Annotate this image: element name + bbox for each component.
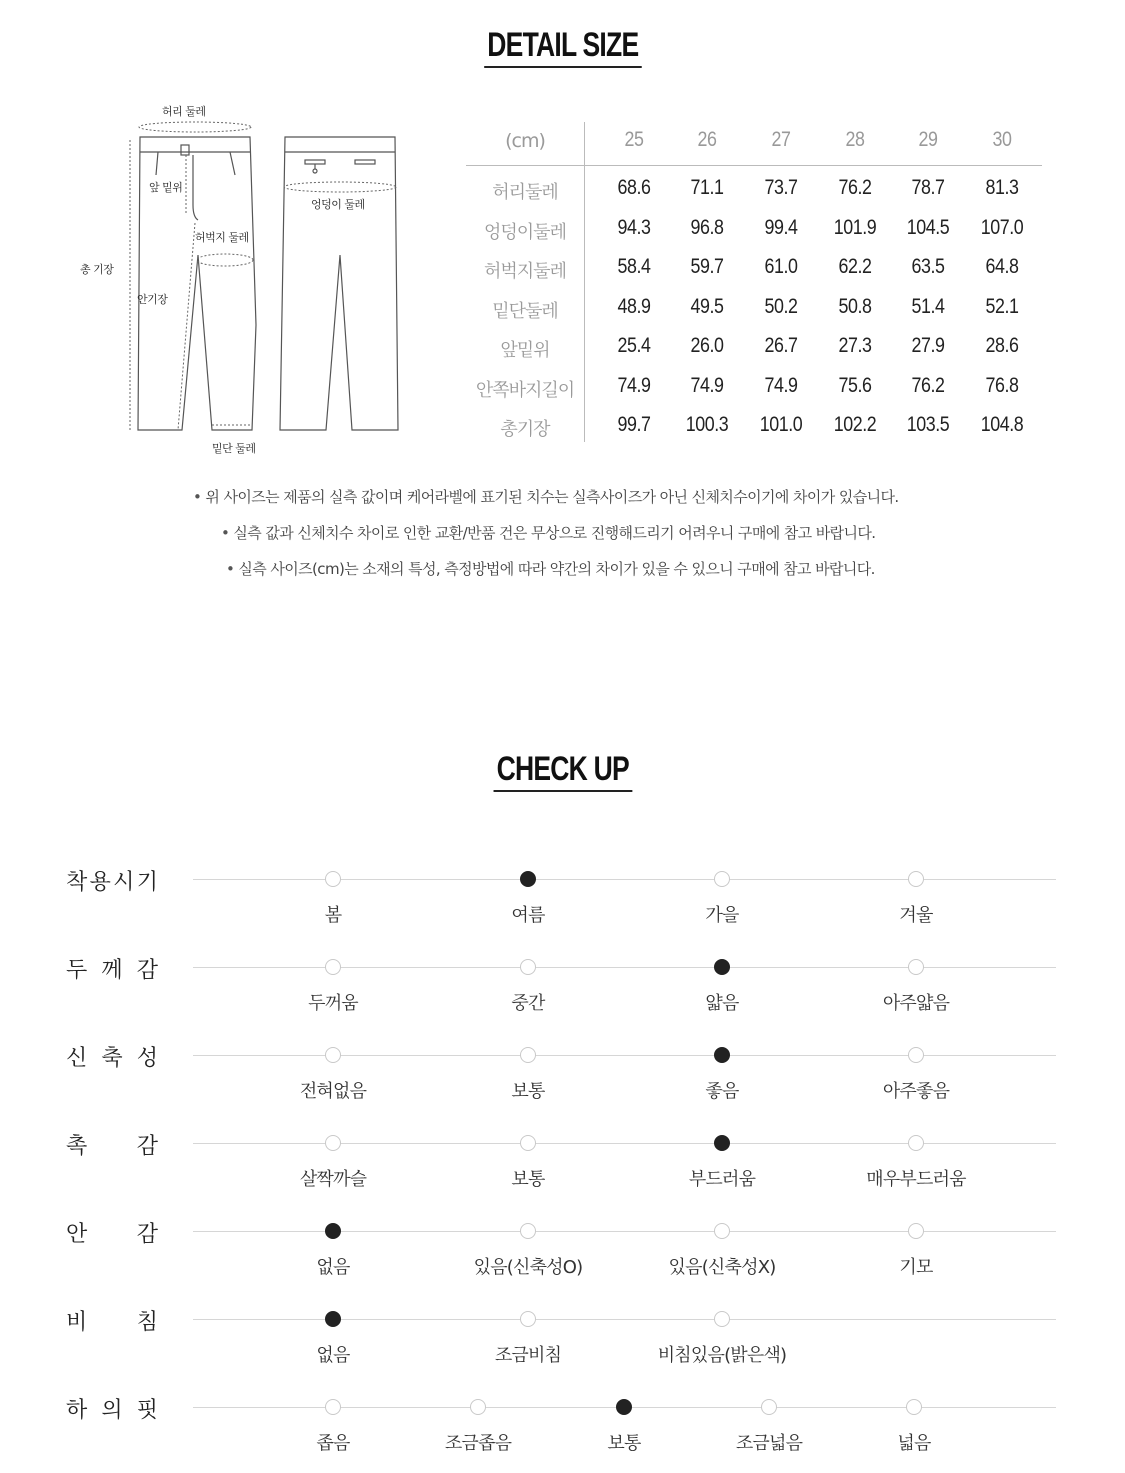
check-option-label: 보통 bbox=[511, 1081, 545, 1102]
row-label: 안쪽바지길이 bbox=[475, 379, 575, 401]
check-row-label-char: 성 bbox=[136, 1046, 158, 1071]
check-option-label: 좋음 bbox=[705, 1081, 739, 1102]
radio-dot[interactable] bbox=[714, 871, 730, 887]
check-option-label: 기모 bbox=[899, 1257, 933, 1278]
radio-dot[interactable] bbox=[908, 1047, 924, 1063]
check-up-title: CHECK UP bbox=[493, 750, 632, 792]
check-row-label-char: 감 bbox=[136, 958, 158, 983]
check-option-label: 아주얇음 bbox=[882, 993, 950, 1014]
row-label: 엉덩이둘레 bbox=[484, 221, 566, 243]
radio-dot[interactable] bbox=[761, 1399, 777, 1415]
size-value-cell: 27.3 bbox=[838, 334, 872, 357]
check-option-label: 두꺼움 bbox=[308, 993, 358, 1014]
check-row-label-char: 용 bbox=[89, 870, 111, 895]
check-option-label: 봄 bbox=[324, 905, 342, 926]
size-value-cell: 73.7 bbox=[764, 176, 798, 199]
size-value-cell: 76.8 bbox=[985, 373, 1019, 397]
size-value-cell: 102.2 bbox=[833, 413, 877, 436]
size-value-cell: 26.7 bbox=[764, 334, 798, 357]
size-value-cell: 50.8 bbox=[838, 294, 872, 318]
size-value-cell: 103.5 bbox=[906, 413, 950, 436]
size-value-cell: 99.4 bbox=[764, 215, 798, 239]
size-value-cell: 27.9 bbox=[911, 334, 945, 357]
row-label: 허벅지둘레 bbox=[484, 261, 566, 282]
size-value-cell: 48.9 bbox=[617, 294, 651, 318]
size-value-cell: 26.0 bbox=[690, 334, 724, 357]
radio-dot[interactable] bbox=[520, 1311, 536, 1327]
check-option-label: 비침있음(밝은색) bbox=[657, 1345, 787, 1366]
check-option-label: 부드러움 bbox=[688, 1169, 756, 1190]
check-option-label: 아주좋음 bbox=[882, 1081, 950, 1102]
radio-dot[interactable] bbox=[520, 1223, 536, 1239]
radio-dot[interactable] bbox=[714, 1223, 730, 1239]
size-value-cell: 28.6 bbox=[985, 334, 1019, 357]
row-label: 밑단둘레 bbox=[492, 300, 558, 322]
size-table-header bbox=[466, 128, 1042, 158]
size-value-cell: 76.2 bbox=[911, 373, 945, 397]
check-option-label: 얇음 bbox=[705, 993, 739, 1014]
radio-dot[interactable] bbox=[325, 1399, 341, 1415]
size-header-cell: 28 bbox=[845, 128, 865, 151]
check-option-label: 매우부드러움 bbox=[866, 1169, 966, 1190]
size-row bbox=[466, 216, 1042, 246]
size-value-cell: 74.9 bbox=[764, 373, 798, 397]
size-header-cell: 29 bbox=[918, 128, 938, 151]
check-row-label-char: 촉 bbox=[66, 1134, 88, 1159]
check-option-label: 없음 bbox=[316, 1257, 350, 1278]
check-row-track bbox=[193, 1143, 1056, 1144]
check-option-label: 겨울 bbox=[899, 905, 933, 926]
note-2: • 실측 값과 신체치수 차이로 인한 교환/반품 건은 무상으로 진행해드리기 어려우니 구매에 참고 바랍니다. bbox=[221, 522, 875, 543]
check-option-label: 있음(신축성X) bbox=[668, 1257, 776, 1278]
size-row bbox=[466, 374, 1042, 404]
check-row-label-char: 침 bbox=[136, 1310, 158, 1335]
size-value-cell: 104.5 bbox=[906, 215, 950, 239]
size-value-cell: 25.4 bbox=[617, 334, 651, 357]
pants-size-diagram bbox=[70, 95, 410, 465]
detail-size-heading bbox=[0, 26, 1125, 68]
size-value-cell: 71.1 bbox=[690, 176, 724, 199]
size-value-cell: 63.5 bbox=[911, 255, 945, 278]
size-value-cell: 50.2 bbox=[764, 294, 798, 318]
check-row-track bbox=[193, 1319, 1056, 1320]
check-row-label-char: 시 bbox=[113, 870, 135, 895]
note-3: • 실측 사이즈(cm)는 소재의 특성, 측정방법에 따라 약간의 차이가 있을 수 있으니 구매에 참고 바랍니다. bbox=[226, 558, 875, 579]
size-header-cell: 27 bbox=[771, 128, 791, 151]
size-value-cell: 96.8 bbox=[690, 215, 724, 239]
radio-dot[interactable] bbox=[520, 1047, 536, 1063]
size-row bbox=[466, 176, 1042, 206]
check-option-label: 가을 bbox=[705, 905, 739, 926]
size-value-cell: 62.2 bbox=[838, 255, 872, 278]
size-value-cell: 94.3 bbox=[617, 215, 651, 239]
size-value-cell: 59.7 bbox=[690, 255, 724, 278]
hem-label: 밑단 둘레 bbox=[212, 442, 256, 455]
inseam-label: 안기장 bbox=[137, 293, 168, 306]
selected-radio-dot[interactable] bbox=[325, 1223, 341, 1239]
check-row-label bbox=[66, 1129, 158, 1160]
radio-dot[interactable] bbox=[470, 1399, 486, 1415]
check-row-label-char: 축 bbox=[101, 1046, 123, 1071]
size-row bbox=[466, 295, 1042, 325]
size-value-cell: 68.6 bbox=[617, 176, 651, 199]
check-row-label-char: 의 bbox=[101, 1398, 123, 1423]
check-row-label-char: 착 bbox=[66, 870, 88, 895]
check-row-track bbox=[193, 967, 1056, 968]
size-value-cell: 58.4 bbox=[617, 255, 651, 278]
radio-dot[interactable] bbox=[325, 1047, 341, 1063]
selected-radio-dot[interactable] bbox=[714, 1047, 730, 1063]
check-option-label: 중간 bbox=[511, 993, 545, 1014]
size-value-cell: 76.2 bbox=[838, 176, 872, 199]
check-option-label: 조금비침 bbox=[494, 1345, 562, 1366]
check-row-label-char: 비 bbox=[66, 1310, 88, 1335]
check-option-label: 없음 bbox=[316, 1345, 350, 1366]
size-row bbox=[466, 255, 1042, 285]
check-row-label bbox=[66, 1393, 158, 1424]
size-value-cell: 107.0 bbox=[980, 215, 1024, 239]
waist-label: 허리 둘레 bbox=[162, 105, 206, 118]
selected-radio-dot[interactable] bbox=[714, 959, 730, 975]
check-option-label: 넓음 bbox=[897, 1433, 931, 1454]
size-header-cell: 30 bbox=[992, 128, 1012, 151]
size-value-cell: 51.4 bbox=[911, 294, 945, 318]
radio-dot[interactable] bbox=[520, 959, 536, 975]
hip-label: 엉덩이 둘레 bbox=[311, 198, 365, 211]
size-value-cell: 75.6 bbox=[838, 373, 872, 397]
size-row bbox=[466, 413, 1042, 443]
size-value-cell: 74.9 bbox=[690, 373, 724, 397]
check-option-label: 전혀없음 bbox=[299, 1081, 367, 1102]
total-length-label: 총 기장 bbox=[80, 263, 114, 276]
size-value-cell: 81.3 bbox=[985, 176, 1019, 199]
check-option-label: 살짝까슬 bbox=[299, 1169, 367, 1190]
check-row-label-char: 안 bbox=[66, 1222, 88, 1247]
check-row-label-char: 께 bbox=[101, 958, 123, 983]
unit-label: (cm) bbox=[505, 130, 545, 152]
check-row-label bbox=[66, 953, 158, 984]
size-header-cell: 26 bbox=[697, 128, 717, 151]
detail-size-title: DETAIL SIZE bbox=[484, 26, 641, 68]
table-divider-horizontal bbox=[466, 165, 1042, 166]
radio-dot[interactable] bbox=[325, 871, 341, 887]
check-row-track bbox=[193, 1231, 1056, 1232]
check-option-label: 있음(신축성O) bbox=[473, 1257, 583, 1278]
radio-dot[interactable] bbox=[908, 1135, 924, 1151]
selected-radio-dot[interactable] bbox=[520, 871, 536, 887]
check-up-heading bbox=[0, 750, 1125, 792]
radio-dot[interactable] bbox=[906, 1399, 922, 1415]
size-value-cell: 101.0 bbox=[759, 413, 803, 436]
size-header-cell: 25 bbox=[624, 128, 644, 151]
check-row-label bbox=[66, 1305, 158, 1336]
selected-radio-dot[interactable] bbox=[714, 1135, 730, 1151]
row-label: 앞밑위 bbox=[500, 340, 550, 361]
size-value-cell: 104.8 bbox=[980, 413, 1024, 436]
row-label: 허리둘레 bbox=[492, 182, 558, 203]
radio-dot[interactable] bbox=[714, 1311, 730, 1327]
check-row-label-char: 감 bbox=[136, 1222, 158, 1247]
size-value-cell: 99.7 bbox=[617, 413, 651, 436]
radio-dot[interactable] bbox=[908, 871, 924, 887]
check-row-label-char: 기 bbox=[136, 870, 158, 895]
size-value-cell: 49.5 bbox=[690, 294, 724, 318]
size-value-cell: 78.7 bbox=[911, 176, 945, 199]
check-row-label-char: 신 bbox=[66, 1046, 88, 1071]
thigh-label: 허벅지 둘레 bbox=[195, 231, 249, 244]
check-row-label bbox=[66, 865, 158, 896]
radio-dot[interactable] bbox=[325, 959, 341, 975]
size-value-cell: 52.1 bbox=[985, 294, 1019, 318]
check-row-label-char: 하 bbox=[66, 1398, 88, 1423]
size-value-cell: 61.0 bbox=[764, 255, 798, 278]
radio-dot[interactable] bbox=[520, 1135, 536, 1151]
front-rise-label: 앞 밑위 bbox=[149, 181, 183, 194]
selected-radio-dot[interactable] bbox=[325, 1311, 341, 1327]
check-row-label-char: 두 bbox=[66, 958, 88, 983]
radio-dot[interactable] bbox=[908, 1223, 924, 1239]
check-option-label: 보통 bbox=[511, 1169, 545, 1190]
check-option-label: 조금넓음 bbox=[735, 1433, 803, 1454]
selected-radio-dot[interactable] bbox=[616, 1399, 632, 1415]
check-row-label bbox=[66, 1041, 158, 1072]
check-row-label bbox=[66, 1217, 158, 1248]
note-1: • 위 사이즈는 제품의 실측 값이며 케어라벨에 표기된 치수는 실측사이즈가 아닌 신체치수이기에 차이가 있습니다. bbox=[193, 486, 899, 507]
check-option-label: 보통 bbox=[607, 1433, 641, 1454]
check-option-label: 조금좁음 bbox=[444, 1433, 512, 1454]
check-option-label: 여름 bbox=[511, 905, 545, 926]
size-value-cell: 100.3 bbox=[685, 413, 729, 436]
size-row bbox=[466, 334, 1042, 364]
pants-illustration bbox=[70, 95, 410, 465]
radio-dot[interactable] bbox=[908, 959, 924, 975]
check-row-track bbox=[193, 879, 1056, 880]
size-value-cell: 74.9 bbox=[617, 373, 651, 397]
check-option-label: 좁음 bbox=[316, 1433, 350, 1454]
check-row-label-char: 핏 bbox=[136, 1398, 158, 1423]
size-value-cell: 101.9 bbox=[833, 215, 877, 239]
check-row-label-char: 감 bbox=[136, 1134, 158, 1159]
radio-dot[interactable] bbox=[325, 1135, 341, 1151]
row-label: 총기장 bbox=[500, 419, 550, 440]
check-row-track bbox=[193, 1055, 1056, 1056]
size-value-cell: 64.8 bbox=[985, 255, 1019, 278]
